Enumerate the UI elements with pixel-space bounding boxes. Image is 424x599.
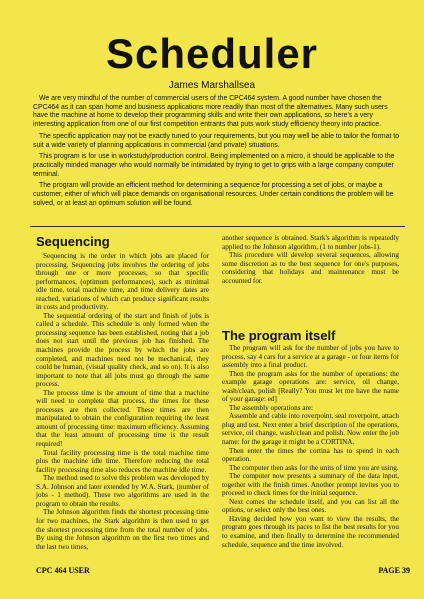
- body-paragraph: The Johnson algorithm finds the shortest processing time for two machines, the Stark algorithm is then used to get the shortest processing time from the total number of jobs. By using the Johnson algorithm on the first two times and the last two times,: [36, 508, 209, 551]
- body-paragraph: The program will ask for the number of jobs you have to process, say 4 cars for a service at a garage - or four items for assembly into a final product.: [222, 344, 400, 370]
- column-right-top: [222, 234, 399, 285]
- intro-paragraph: The specific application may not be exactly tuned to your requirements, but you may well be able to tailor the format to suit a wide variety of planning applications in commercial (and private) situations.: [33, 132, 400, 149]
- body-paragraph: This procedure will develop several sequences, allowing some discretion as to the best sequence for one's purposes, considering that holidays and maintenance must be accounted for.: [222, 251, 399, 285]
- body-paragraph: Then enter the times the cortina has to spend in each operation.: [222, 446, 399, 464]
- intro-paragraph: This program is for use in workstudy/production control. Being implemented on a micro, it should be applicable to the practically minded manager who would normally be intimidated by trying to get to grips with a large company computer terminal.: [33, 153, 395, 178]
- footer-page-number: PAGE 39: [378, 566, 410, 575]
- body-paragraph: The method used to solve this problem was developed by S.A. Johnson and later extended by W.A. Stark, (number of jobs - 1 method). These two algorithms are used in the program to obtain the results.: [36, 474, 209, 508]
- article-author: James Marshallsea: [168, 80, 256, 91]
- footer-magazine-name: CPC 464 USER: [36, 566, 90, 575]
- intro-paragraph: We are very mindful of the number of commercial users of the CPC464 system. A good number have chosen the CPC464 as it can span home and business applications more readily than most of the alternatives. Many such users have the machine at home to develop their programming skills and write their own applications, so here's a very interesting application from one of our first competition entrants that puts work study efficiency theory into practice.: [33, 95, 388, 129]
- body-paragraph: another sequence is obtained. Stark's algorithm is repeatedly applied to the Johnson algorithm, (1 to number jobs-1).: [222, 234, 399, 251]
- body-paragraph: Next comes the schedule itself, and you can list all the options, or select only the best ones.: [222, 497, 399, 515]
- section-heading-sequencing: Sequencing: [36, 234, 110, 249]
- column-left: [36, 252, 209, 551]
- article-title: Scheduler: [105, 30, 319, 77]
- body-paragraph: The computer then asks for the units of time you are using.: [229, 463, 399, 472]
- body-paragraph: The process time is the amount of time that a machine will need to complete that process, the times for these processes are then collected. These times are then manipulated to obtain the configuration requiring the least amount of processing time: maximum efficiency. Assuming that the least amount of processing time is the result required!: [36, 388, 209, 449]
- body-paragraph: Then the program asks for the number of operations: the example garage operations are: service, oil change, wash/clean, polish [Really? You must let me have the name of your garage: ed]: [222, 369, 399, 404]
- section-heading-program: The program itself: [222, 328, 336, 343]
- divider: [30, 226, 405, 227]
- article-intro: [33, 95, 403, 211]
- intro-paragraph: The program will provide an efficient method for determining a sequence for processing a set of jobs, or maybe a customer, either of which will place demands on organisational resources. Under certain conditions the problem will be solved, or at least an optimum solution will be found.: [33, 182, 394, 207]
- body-paragraph: The sequential ordering of the start and finish of jobs is called a schedule. This schedule is only formed when the processing sequence has been established, noting that a job does not start until the previous job has finished. The machines provide the process by which the jobs are completed, and machines need not be mechanical, they could be human, (visual quality check, and so on). It is also important to note that all jobs must go through the same process.: [36, 311, 209, 389]
- body-paragraph: Having decided how you want to view the results, the program goes through its paces to list the best results for you to examine, and then finally to determine the recommended schedule, sequence and the time involved.: [222, 514, 399, 549]
- body-paragraph: The assembly operations are:: [229, 403, 314, 412]
- column-right-bottom: [222, 344, 399, 549]
- body-paragraph: The computer now presents a summary of the data input, together with the finish times. Another prompt invites you to proceed to check times for the initial sequence.: [222, 472, 399, 498]
- body-paragraph: Total facility processing time is the total machine time plus the machine idle time. Therefore reducing the total facility processing time also reduces the machine idle time.: [36, 448, 209, 474]
- body-paragraph: Sequencing is the order in which jobs are placed for processing. Sequencing jobs involves the ordering of jobs through one or more processes, so that specific performances, (optimum performances), such as minimal idle time, total machine time, and time delivery dates are reached, variations of which can produce significant results in costs and productivity.: [36, 252, 209, 312]
- body-paragraph: Assemble and cable into roverpoint, seal roverpoint, attach plug and test. Next enter a brief description of the operations, service, oil change, wash/clean and polish. Now enter the job name: for the garage it might be a CORTINA.: [222, 412, 399, 447]
